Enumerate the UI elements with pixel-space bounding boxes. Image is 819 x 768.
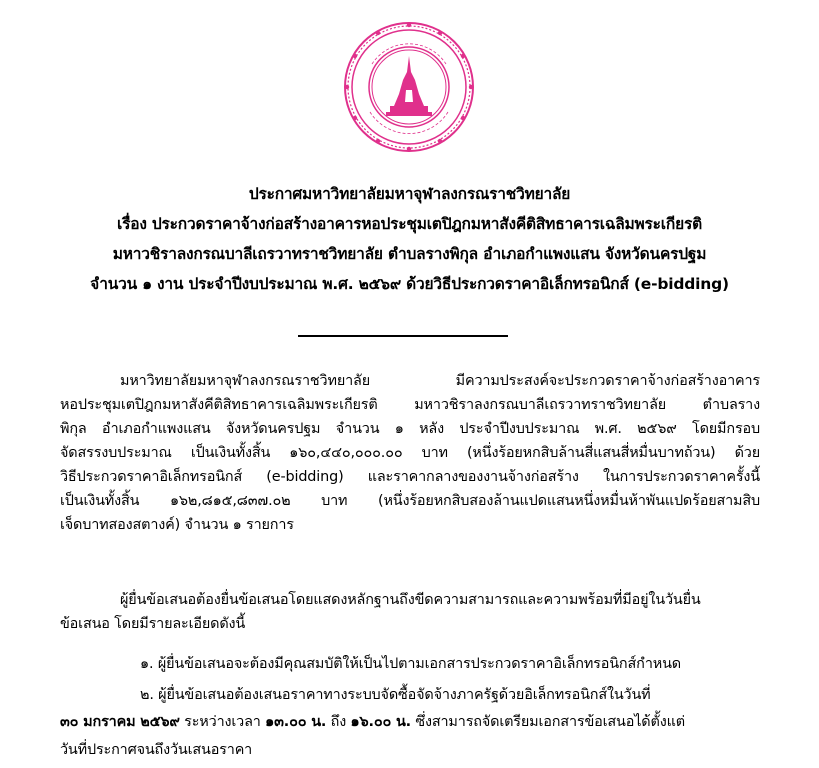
paragraph-line: จัดสรรงบประมาณ เป็นเงินทั้งสิ้น ๑๖๐,๔๔๐,๐๐๐.๐๐ บาท (หนึ่งร้อยหกสิบล้านสี่แสนสี่หมื่นบาทถ้วน) ด้วย bbox=[60, 445, 760, 461]
paragraph-line: ผู้ยื่นข้อเสนอต้องยื่นข้อเสนอโดยแสดงหลักฐานถึงขีดความสามารถและความพร้อมที่มีอยู่ในวันยื่น bbox=[120, 592, 701, 608]
bid-end-time: ๑๖.๐๐ น. bbox=[350, 714, 411, 730]
paragraph-bidder-requirements bbox=[60, 588, 760, 636]
paragraph-line: วิธีประกวดราคาอิเล็กทรอนิกส์ (e-bidding) และราคากลางของงานจ้างก่อสร้าง ในการประกวดราคาครั้งนี้ bbox=[60, 469, 760, 485]
announcement-subject: เรื่อง ประกวดราคาจ้างก่อสร้างอาคารหอประชุมเตปิฎกมหาสังคีติสิทธาคารเฉลิมพระเกียรติ bbox=[117, 215, 702, 233]
requirement-item-2-schedule bbox=[60, 710, 685, 733]
announcement-location: มหาวชิราลงกรณบาลีเถรวาทราชวิทยาลัย ตำบลรางพิกุล อำเภอกำแพงแสน จังหวัดนครปฐม bbox=[112, 245, 707, 263]
title-divider bbox=[298, 335, 508, 337]
paragraph-line: เจ็ดบาทสองสตางค์) จำนวน ๑ รายการ bbox=[60, 517, 294, 533]
schedule-text: ระหว่างเวลา bbox=[179, 714, 266, 730]
requirement-item-2-continued: วันที่ประกาศจนถึงวันเสนอราคา bbox=[60, 742, 253, 758]
announcement-scope: จำนวน ๑ งาน ประจำปีงบประมาณ พ.ศ. ๒๕๖๙ ด้วยวิธีประกวดราคาอิเล็กทรอนิกส์ (e-bidding) bbox=[90, 275, 729, 293]
university-seal-logo bbox=[342, 20, 476, 154]
bid-date: ๓๐ มกราคม ๒๕๖๙ bbox=[60, 714, 180, 730]
announcement-title: ประกาศมหาวิทยาลัยมหาจุฬาลงกรณราชวิทยาลัย bbox=[248, 185, 571, 203]
paragraph-project-budget bbox=[60, 369, 760, 537]
paragraph-line: เป็นเงินทั้งสิ้น ๑๖๒,๘๑๕,๘๓๗.๐๒ บาท (หนึ่งร้อยหกสิบสองล้านแปดแสนหนึ่งหมื่นห้าพันแปดร้อยสามสิบ bbox=[60, 493, 760, 509]
requirement-item-1: ๑. ผู้ยื่นข้อเสนอจะต้องมีคุณสมบัติให้เป็นไปตามเอกสารประกวดราคาอิเล็กทรอนิกส์กำหนด bbox=[140, 656, 681, 672]
paragraph-line: ข้อเสนอ โดยมีรายละเอียดดังนี้ bbox=[60, 616, 246, 632]
schedule-text: ซึ่งสามารถจัดเตรียมเอกสารข้อเสนอได้ตั้งแต่ bbox=[410, 714, 685, 730]
schedule-text: ถึง bbox=[326, 714, 351, 730]
requirement-item-2: ๒. ผู้ยื่นข้อเสนอต้องเสนอราคาทางระบบจัดซื้อจัดจ้างภาครัฐด้วยอิเล็กทรอนิกส์ในวันที่ bbox=[140, 687, 651, 703]
paragraph-line: หอประชุมเตปิฎกมหาสังคีติสิทธาคารเฉลิมพระเกียรติ มหาวชิราลงกรณบาลีเถรวาทราชวิทยาลัย ตำบลราง bbox=[60, 397, 760, 413]
bid-start-time: ๑๓.๐๐ น. bbox=[265, 714, 327, 730]
paragraph-line: มหาวิทยาลัยมหาจุฬาลงกรณราชวิทยาลัย มีความประสงค์จะประกวดราคาจ้างก่อสร้างอาคาร bbox=[120, 373, 760, 389]
paragraph-line: พิกุล อำเภอกำแพงแสน จังหวัดนครปฐม จำนวน ๑ หลัง ประจำปีงบประมาณ พ.ศ. ๒๕๖๙ โดยมีกรอบ bbox=[60, 421, 760, 437]
